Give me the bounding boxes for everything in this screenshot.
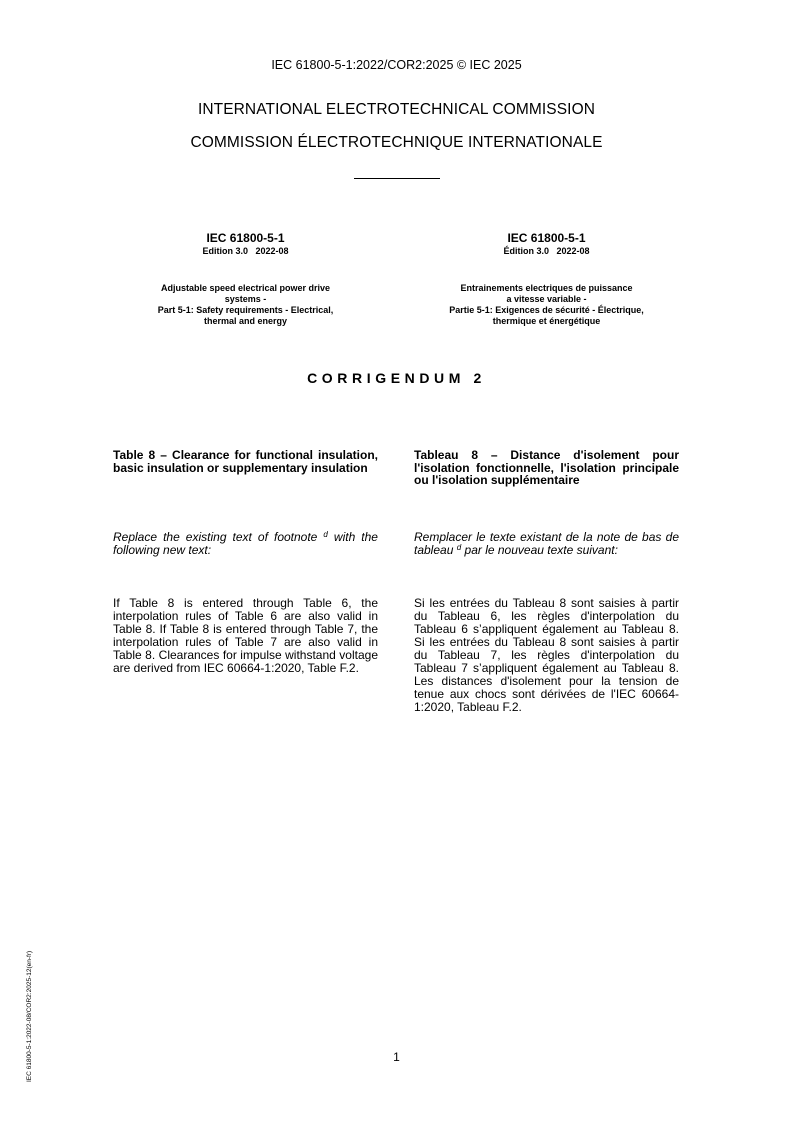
corrigendum-title: CORRIGENDUM 2	[307, 370, 486, 386]
header-divider	[354, 178, 440, 179]
publication-head-en	[113, 231, 378, 256]
organization-name-fr: COMMISSION ÉLECTROTECHNIQUE INTERNATIONALE	[190, 134, 603, 151]
title-line: Adjustable speed electrical power drive	[160, 283, 331, 293]
instruction-en: Replace the existing text of footnote $^d$ with the following new text:	[113, 530, 378, 557]
footnote-marker: d	[456, 543, 462, 552]
publication-title-en	[113, 283, 378, 327]
body-text-fr: Si les entrées du Tableau 8 sont saisies à partir du Tableau 6, les règles d'interpolation du Tableau 6 s’appliquent également au Tableau 8. Si les entrées du Tableau 8 sont saisies à partir du Tableau 7, les règles d'interpolation du Tableau 7 s’appliquent également au Tableau 8. Les distances d'isolement pour la tension de tenue aux chocs sont dérivées de l'IEC 60664-1:2020, Tableau F.2.	[414, 596, 679, 714]
title-line: a vitesse variable -	[506, 294, 587, 304]
section-title-fr: Tableau 8 – Distance d'isolement pour l'isolation fonctionnelle, l'isolation principale ou l'isolation supplémentaire	[414, 448, 679, 487]
title-line: thermal and energy	[203, 316, 288, 326]
document-reference: IEC 61800-5-1:2022/COR2:2025 © IEC 2025	[271, 58, 522, 72]
edition-fr: Édition 3.0 2022-08	[503, 246, 590, 256]
title-line: Entrainements electriques de puissance	[460, 283, 633, 293]
publication-head-fr	[414, 231, 679, 256]
footnote-marker: d	[323, 530, 328, 539]
title-line: systems -	[224, 294, 267, 304]
edition-en: Edition 3.0 2022-08	[202, 246, 289, 256]
title-line: Partie 5-1: Exigences de sécurité - Électrique,	[449, 305, 644, 315]
title-line: Part 5-1: Safety requirements - Electrical,	[157, 305, 334, 315]
page-number: 1	[393, 1050, 400, 1064]
instruction-fr: Remplacer le texte existant de la note de bas de tableau $^d$ par le nouveau texte suivant:	[414, 530, 679, 557]
organization-name-en: INTERNATIONAL ELECTROTECHNICAL COMMISSION	[197, 101, 596, 118]
side-reference: IEC 61800-5-1:2022-08/COR2:2025-12(en-fr)	[26, 950, 33, 1082]
publication-name-fr: IEC 61800-5-1	[507, 231, 586, 245]
body-text-en: If Table 8 is entered through Table 6, the interpolation rules of Table 6 are also valid in Table 8. If Table 8 is entered through Table 7, the interpolation rules of Table 7 are also valid in Table 8. Clearances for impulse withstand voltage are derived from IEC 60664-1:2020, Table F.2.	[113, 596, 378, 675]
publication-title-fr	[414, 283, 679, 327]
title-line: thermique et énergétique	[492, 316, 601, 326]
section-title-en: Table 8 – Clearance for functional insulation, basic insulation or supplementary insulation	[113, 448, 378, 475]
publication-name-en: IEC 61800-5-1	[206, 231, 285, 245]
